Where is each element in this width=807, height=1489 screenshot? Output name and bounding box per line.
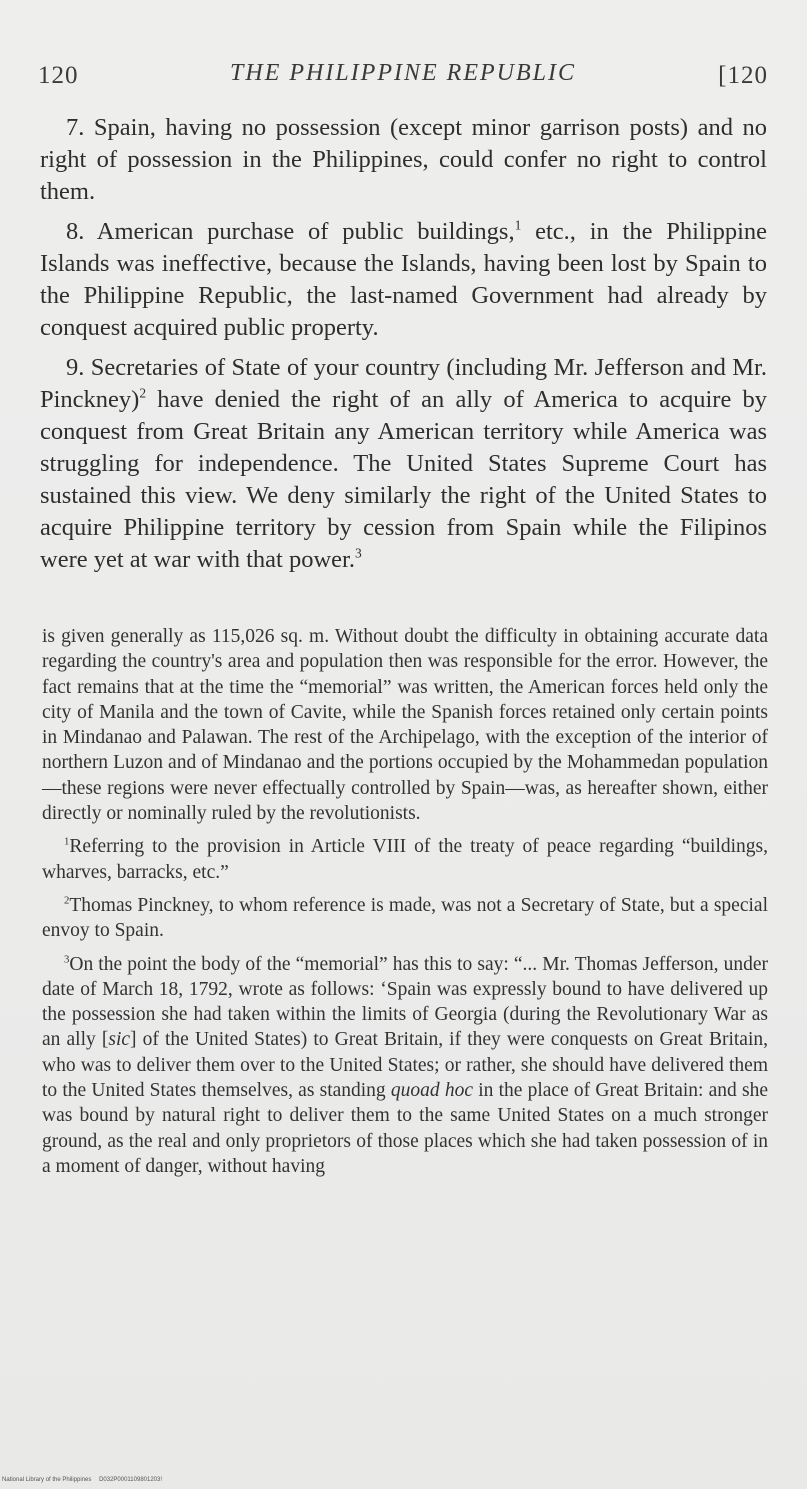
footnote-ref: 2 (139, 385, 147, 401)
continued-note (42, 624, 768, 826)
footnote-3 (42, 952, 768, 1180)
footnote-2 (42, 893, 768, 944)
note-text: is given generally as 115,026 sq. m. Without doubt the difficulty in obtaining accurate data regarding the country's area and population then was responsible for the error. However, the fact remains that at the time the “memorial” was written, the American forces held only the city of Manila and the town of Cavite, while the Spanish forces retained only certain points in Mindanao and Palawan. The rest of the Archipelago, with the exception of the interior of northern Luzon and of Mindanao and the portions occupied by the Mohammedan population—these regions were never effectually controlled by Spain—was, as hereafter shown, either directly or nominally ruled by the revolutionists. (42, 626, 768, 825)
footnote-text: On the point the body of the “memorial” has this to say: “... Mr. Thomas Jefferson, under date of March 18, 1792, wrote as follows: ‘Spain was expressly bound to have delivered up the possession she had taken within the limits of Georgia (during the Revolutionary War as an ally [ (42, 953, 768, 1051)
footnote-mark: 3 (64, 953, 70, 966)
latin-term: quoad hoc (390, 1080, 473, 1102)
footnotes-section (42, 624, 768, 1187)
paragraph-8 (40, 216, 767, 344)
paragraph-text: etc., in the Philippine Islands was ineffective, because the Islands, having been lost by Spain to the Philippine Republic, the last-named Government had already by conquest acquired public property. (40, 218, 767, 341)
paragraph-text: 9. Secretaries of State of your country (including Mr. Jefferson and Mr. Pinckney) (40, 354, 767, 413)
page-number-right: [120 (718, 62, 768, 89)
paragraph-7 (40, 112, 767, 208)
footnote-text: Thomas Pinckney, to whom reference is made, was not a Secretary of State, but a special envoy to Spain. (42, 894, 768, 942)
paragraph-text: 8. American purchase of public buildings, (66, 218, 515, 245)
footnote-text: ] of the United States) to Great Britain, if they were conquests on Great Britain, who was to deliver them over to the United States; or rather, she should have delivered them to the United States themselves, as standing (42, 1029, 768, 1102)
paragraph-9 (40, 352, 767, 576)
main-text (40, 112, 767, 584)
scan-code: D032P0001109801203! (99, 1477, 163, 1483)
footnote-text: Referring to the provision in Article VIII of the treaty of peace regarding “buildings, wharves, barracks, etc.” (42, 836, 768, 883)
running-title: THE PHILIPPINE REPUBLIC (230, 60, 576, 86)
page-header (38, 60, 768, 94)
footnote-mark: 1 (64, 835, 70, 848)
paragraph-text: have denied the right of an ally of America to acquire by conquest from Great Britain any American territory while America was struggling for independence. The United States Supreme Court has sustained this view. We deny similarly the right of the United States to acquire Philippine territory by cession from Spain while the Filipinos were yet at war with that power. (40, 386, 767, 573)
paragraph-text: 7. Spain, having no possession (except minor garrison posts) and no right of possession in the Philippines, could confer no right to control them. (40, 114, 767, 205)
footnote-1 (42, 834, 768, 885)
library-credit: National Library of the Philippines (2, 1477, 92, 1483)
footnote-ref: 3 (354, 545, 362, 561)
page-number-left: 120 (38, 62, 79, 89)
footnote-text: in the place of Great Britain: and she was bound by natural right to deliver them to the same United States on a much stronger ground, as the real and only proprietors of those places which she had taken possession of in a moment of danger, without having (42, 1080, 768, 1177)
footnote-mark: 2 (64, 894, 70, 907)
sic-term: sic (108, 1029, 131, 1051)
footnote-ref: 1 (514, 217, 522, 233)
scan-footer (2, 1477, 168, 1483)
